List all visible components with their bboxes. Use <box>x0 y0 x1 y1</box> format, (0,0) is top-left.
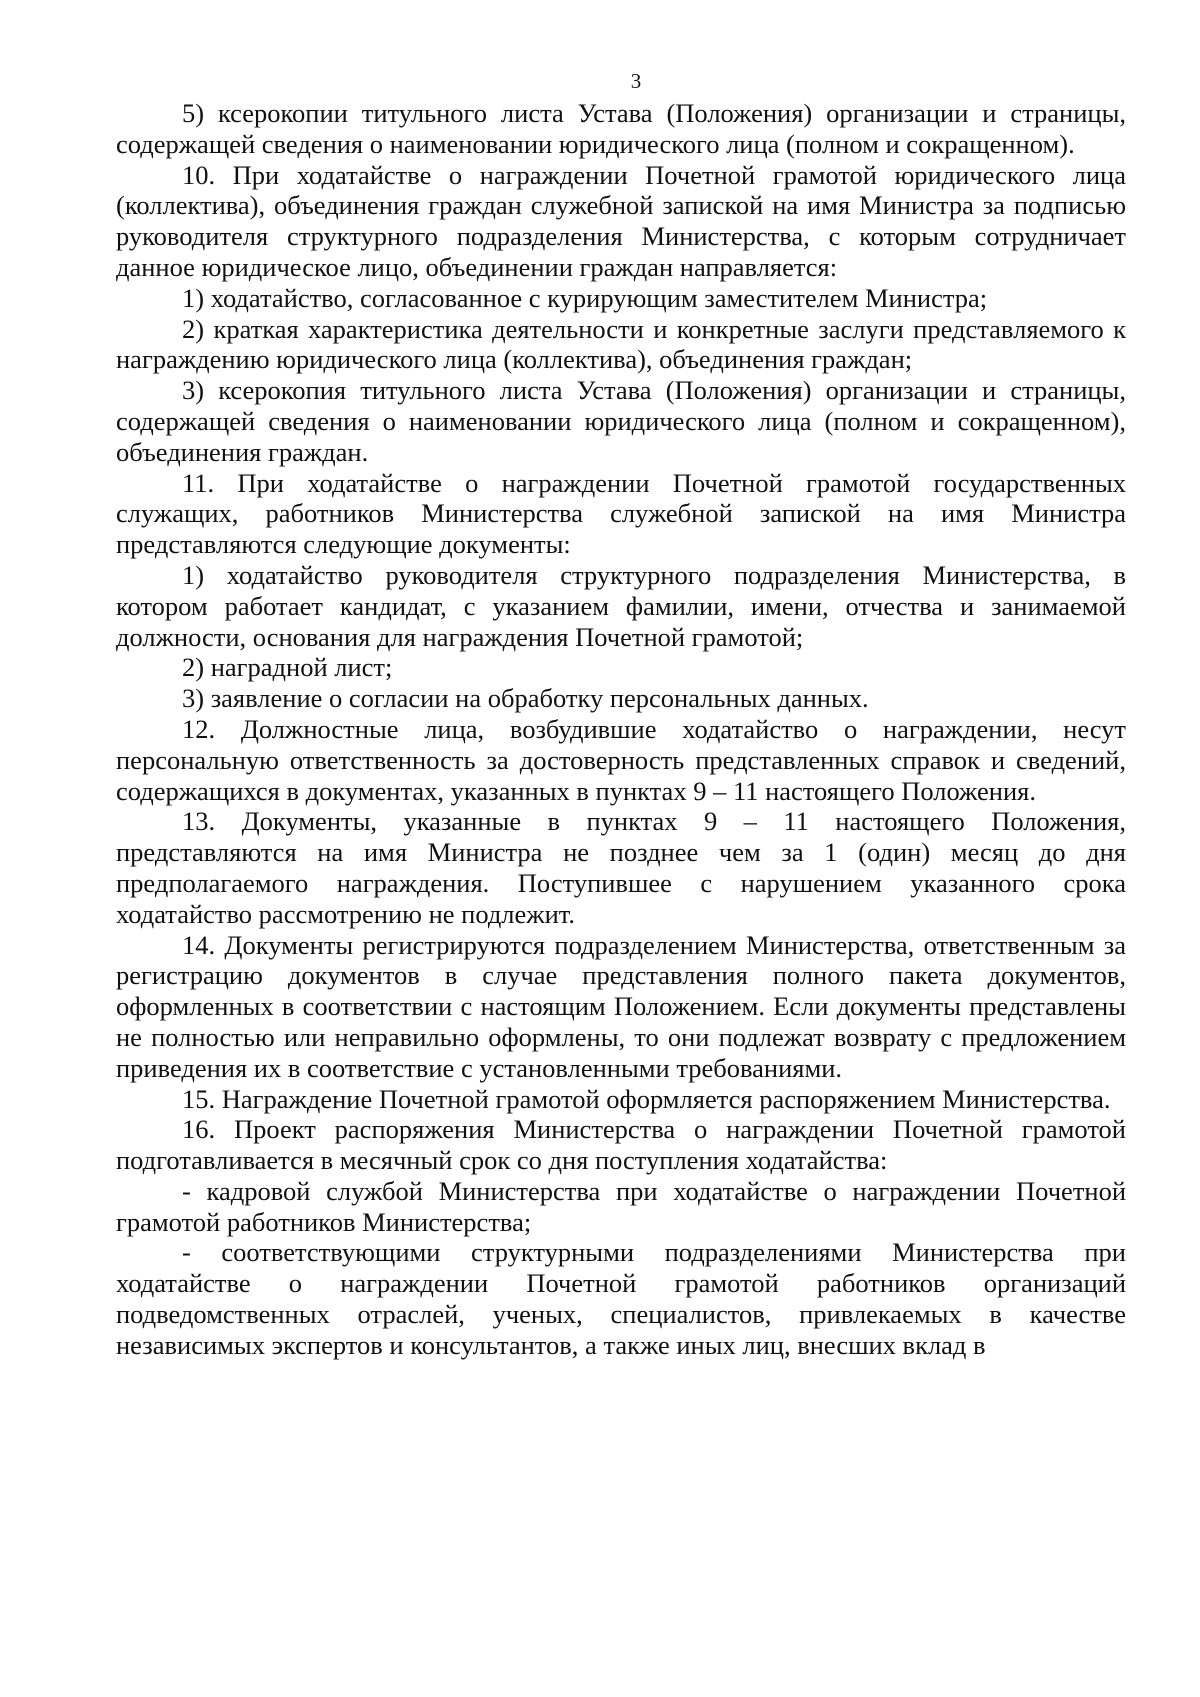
paragraph-10-item-2: 2) краткая характеристика деятельности и конкретные заслуги представляемого к награждению юридического лица (коллектива), объединения граждан; <box>116 313 1126 375</box>
paragraph-10-item-1: 1) ходатайство, согласованное с курирующим заместителем Министра; <box>182 282 988 313</box>
paragraph-13: 13. Документы, указанные в пунктах 9 – 11 настоящего Положения, представляются на имя Министра не позднее чем за 1 (один) месяц до дня предполагаемого награждения. Поступившее с нарушением указанного срока ходатайство рассмотрению не подлежит. <box>116 806 1126 929</box>
paragraph-12: 12. Должностные лица, возбудившие ходатайство о награждении, несут персональную ответственность за достоверность представленных справок и сведений, содержащихся в документах, указанных в пунктах 9 – 11 настоящего Положения. <box>116 713 1126 806</box>
paragraph-14: 14. Документы регистрируются подразделением Министерства, ответственным за регистрацию документов в случае представления полного пакета документов, оформленных в соответствии с настоящим Положением. Если документы представлены не полностью или неправильно оформлены, то они подлежат возврату с предложением приведения их в соответствие с установленными требованиями. <box>116 929 1126 1083</box>
paragraph-16-item-1: - кадровой службой Министерства при ходатайстве о награждении Почетной грамотой работников Министерства; <box>116 1175 1126 1237</box>
paragraph-11-item-3: 3) заявление о согласии на обработку персональных данных. <box>182 683 869 714</box>
paragraph-11-item-2: 2) наградной лист; <box>182 652 393 683</box>
paragraph-10-item-3: 3) ксерокопия титульного листа Устава (Положения) организации и страницы, содержащей сведения о наименовании юридического лица (полном и сокращенном), объединения граждан. <box>116 375 1126 467</box>
document-page <box>116 66 1126 1361</box>
paragraph-16-item-2: - соответствующими структурными подразделениями Министерства при ходатайстве о награждении Почетной грамотой работников организаций подведомственных отраслей, ученых, специалистов, привлекаемых в качестве независимых экспертов и консультантов, а также иных лиц, внесших вклад в <box>116 1237 1126 1360</box>
paragraph-11-item-1: 1) ходатайство руководителя структурного подразделения Министерства, в котором работает кандидат, с указанием фамилии, имени, отчества и занимаемой должности, основания для награждения Почетной грамотой; <box>116 559 1126 652</box>
paragraph-15: 15. Награждение Почетной грамотой оформляется распоряжением Министерства. <box>182 1083 1111 1114</box>
paragraph-5-copies: 5) ксерокопии титульного листа Устава (Положения) организации и страницы, содержащей сведения о наименовании юридического лица (полном и сокращенном). <box>116 98 1126 159</box>
paragraph-10: 10. При ходатайстве о награждении Почетной грамотой юридического лица (коллектива), объединения граждан служебной запиской на имя Министра за подписью руководителя структурного подразделения Министерства, с которым сотрудничает данное юридическое лицо, объединении граждан направляется: <box>116 159 1126 282</box>
page-number: 3 <box>630 69 642 93</box>
paragraph-16: 16. Проект распоряжения Министерства о награждении Почетной грамотой подготавливается в месячный срок со дня поступления ходатайства: <box>116 1114 1126 1176</box>
paragraph-11: 11. При ходатайстве о награждении Почетной грамотой государственных служащих, работников Министерства служебной запиской на имя Министра представляются следующие документы: <box>116 467 1126 560</box>
